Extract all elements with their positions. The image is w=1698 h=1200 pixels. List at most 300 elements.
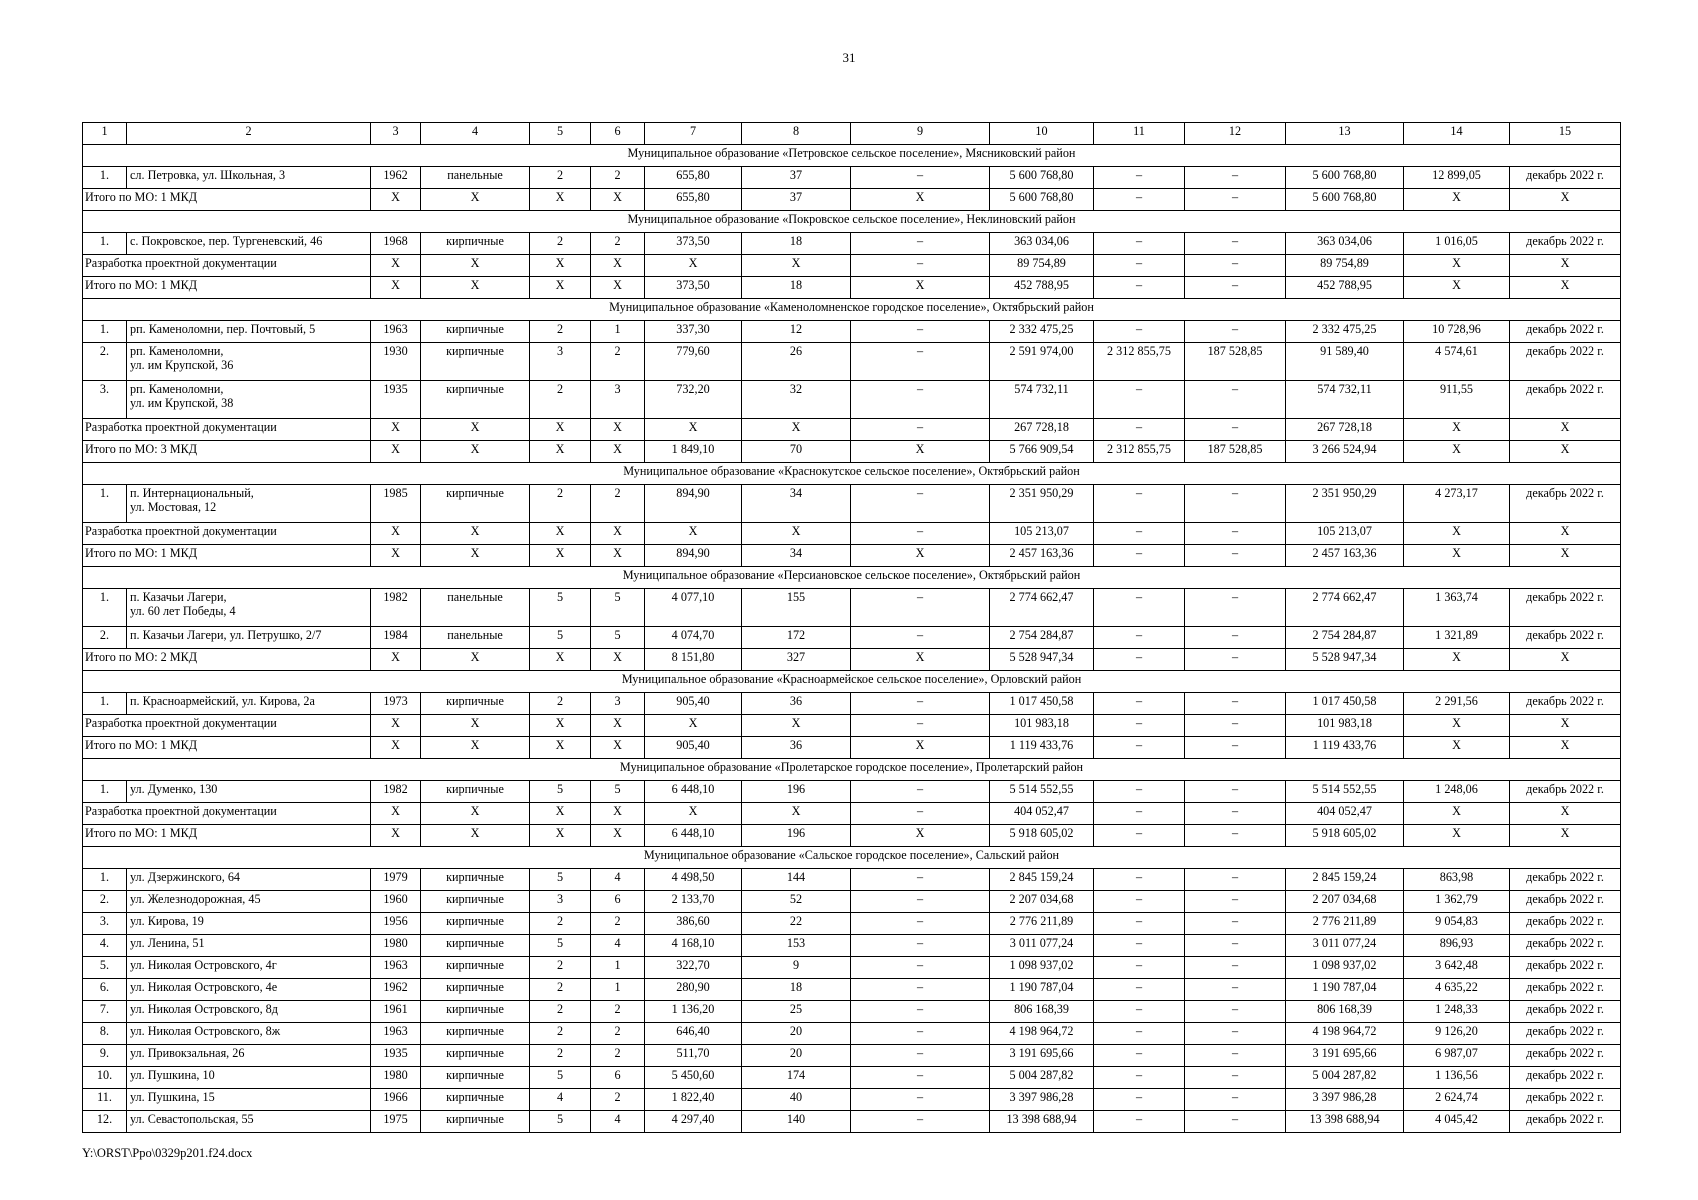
table-cell: – [1185, 649, 1286, 671]
table-cell: X [421, 803, 530, 825]
table-cell: 1962 [371, 979, 421, 1001]
table-cell: – [1185, 523, 1286, 545]
table-cell: X [645, 419, 742, 441]
table-cell: X [1404, 441, 1510, 463]
table-cell: кирпичные [421, 781, 530, 803]
table-cell: X [421, 715, 530, 737]
table-cell: – [1185, 781, 1286, 803]
table-cell: – [851, 589, 990, 627]
table-cell: X [1404, 255, 1510, 277]
table-cell: X [645, 523, 742, 545]
header-cell: 15 [1510, 123, 1621, 145]
table-cell: – [1185, 381, 1286, 419]
table-cell: X [1404, 545, 1510, 567]
table-cell: – [1185, 419, 1286, 441]
section-title: Муниципальное образование «Петровское сельское поселение», Мясниковский район [83, 145, 1621, 167]
table-cell: – [851, 485, 990, 523]
table-cell: – [1094, 737, 1185, 759]
table-cell: – [1094, 277, 1185, 299]
section-title: Муниципальное образование «Краснокутское сельское поселение», Октябрьский район [83, 463, 1621, 485]
header-cell: 11 [1094, 123, 1185, 145]
table-cell: – [851, 255, 990, 277]
table-cell: – [1094, 1045, 1185, 1067]
table-cell: кирпичные [421, 1089, 530, 1111]
table-cell: 2 133,70 [645, 891, 742, 913]
table-cell: декабрь 2022 г. [1510, 935, 1621, 957]
table-cell: 3 642,48 [1404, 957, 1510, 979]
table-cell: 574 732,11 [990, 381, 1094, 419]
address-cell: рп. Каменоломни, ул. им Крупской, 38 [127, 381, 371, 419]
table-cell: 1930 [371, 343, 421, 381]
table-cell: 2 [591, 1089, 645, 1111]
table-cell: 363 034,06 [1286, 233, 1404, 255]
table-cell: 4 198 964,72 [990, 1023, 1094, 1045]
table-cell: 2 312 855,75 [1094, 343, 1185, 381]
table-cell: 4 297,40 [645, 1111, 742, 1133]
table-cell: 1963 [371, 321, 421, 343]
table-cell: X [421, 277, 530, 299]
table-cell: 37 [742, 167, 851, 189]
table-cell: 2 [530, 485, 591, 523]
header-cell: 12 [1185, 123, 1286, 145]
table-cell: 5 [530, 869, 591, 891]
table-cell: X [530, 441, 591, 463]
table-cell: 2 291,56 [1404, 693, 1510, 715]
table-cell: 2 457 163,36 [1286, 545, 1404, 567]
table-cell: 646,40 [645, 1023, 742, 1045]
table-cell: – [1094, 693, 1185, 715]
table-cell: декабрь 2022 г. [1510, 693, 1621, 715]
table-cell: 1 119 433,76 [1286, 737, 1404, 759]
table-cell: X [530, 649, 591, 671]
table-row [83, 957, 1621, 979]
table-cell: декабрь 2022 г. [1510, 589, 1621, 627]
table-cell: 267 728,18 [1286, 419, 1404, 441]
table-cell: 1975 [371, 1111, 421, 1133]
table-cell: – [1094, 1111, 1185, 1133]
table-cell: 4 [591, 935, 645, 957]
table-cell: – [1094, 781, 1185, 803]
table-cell: X [645, 255, 742, 277]
table-cell: – [851, 715, 990, 737]
table-cell: – [851, 1067, 990, 1089]
table-cell: X [421, 649, 530, 671]
address-cell: п. Интернациональный, ул. Мостовая, 12 [127, 485, 371, 523]
table-cell: 2 [591, 1001, 645, 1023]
section-title-row [83, 759, 1621, 781]
table-cell: 863,98 [1404, 869, 1510, 891]
table-row [83, 693, 1621, 715]
address-cell: ул. Кирова, 19 [127, 913, 371, 935]
table-cell: 101 983,18 [990, 715, 1094, 737]
table-row [83, 167, 1621, 189]
table-cell: 25 [742, 1001, 851, 1023]
table-cell: X [421, 419, 530, 441]
table-cell: 5 004 287,82 [1286, 1067, 1404, 1089]
table-cell: 4 [530, 1089, 591, 1111]
table-cell: 153 [742, 935, 851, 957]
table-cell: 779,60 [645, 343, 742, 381]
table-cell: кирпичные [421, 233, 530, 255]
table-cell: 806 168,39 [990, 1001, 1094, 1023]
table-cell: – [1185, 693, 1286, 715]
table-cell: – [1185, 869, 1286, 891]
table-cell: 22 [742, 913, 851, 935]
table-cell: 6 987,07 [1404, 1045, 1510, 1067]
table-cell: кирпичные [421, 957, 530, 979]
table-cell: 89 754,89 [990, 255, 1094, 277]
section-title-row [83, 463, 1621, 485]
table-cell: 2 332 475,25 [990, 321, 1094, 343]
table-cell: 373,50 [645, 233, 742, 255]
table-row [83, 343, 1621, 381]
table-cell: – [1185, 737, 1286, 759]
table-cell: – [851, 979, 990, 1001]
table-cell: X [421, 523, 530, 545]
table-cell: 267 728,18 [990, 419, 1094, 441]
table-cell: 2 845 159,24 [1286, 869, 1404, 891]
table-cell: декабрь 2022 г. [1510, 1001, 1621, 1023]
table-cell: 1961 [371, 1001, 421, 1023]
table-cell: 1968 [371, 233, 421, 255]
table-cell: 386,60 [645, 913, 742, 935]
table-cell: декабрь 2022 г. [1510, 957, 1621, 979]
header-cell: 10 [990, 123, 1094, 145]
table-cell: 37 [742, 189, 851, 211]
table-cell: – [1185, 233, 1286, 255]
table-cell: 18 [742, 979, 851, 1001]
section-title: Муниципальное образование «Покровское сельское поселение», Неклиновский район [83, 211, 1621, 233]
table-cell: X [591, 737, 645, 759]
table-cell: X [591, 715, 645, 737]
table-cell: декабрь 2022 г. [1510, 485, 1621, 523]
table-cell: X [1404, 523, 1510, 545]
table-row [83, 1067, 1621, 1089]
table-cell: 4 635,22 [1404, 979, 1510, 1001]
table-row [83, 381, 1621, 419]
row-index: 6. [83, 979, 127, 1001]
address-cell: ул. Пушкина, 15 [127, 1089, 371, 1111]
table-cell: 327 [742, 649, 851, 671]
row-index: 5. [83, 957, 127, 979]
table-cell: – [851, 1001, 990, 1023]
table-cell: X [1510, 441, 1621, 463]
row-index: 7. [83, 1001, 127, 1023]
table-cell: X [1510, 649, 1621, 671]
table-cell: – [1094, 957, 1185, 979]
header-cell: 8 [742, 123, 851, 145]
table-cell: 1 363,74 [1404, 589, 1510, 627]
table-cell: 36 [742, 737, 851, 759]
section-title: Муниципальное образование «Каменоломненское городское поселение», Октябрьский район [83, 299, 1621, 321]
table-cell: 1 [591, 979, 645, 1001]
table-cell: 2 774 662,47 [990, 589, 1094, 627]
table-cell: X [591, 545, 645, 567]
table-cell: X [591, 649, 645, 671]
table-cell: 1935 [371, 381, 421, 419]
table-cell: – [1185, 957, 1286, 979]
table-cell: 4 074,70 [645, 627, 742, 649]
table-cell: – [1185, 935, 1286, 957]
summary-row [83, 419, 1621, 441]
table-cell: 2 776 211,89 [990, 913, 1094, 935]
table-cell: 9 054,83 [1404, 913, 1510, 935]
table-cell: 2 [530, 233, 591, 255]
header-cell: 3 [371, 123, 421, 145]
row-index: 2. [83, 343, 127, 381]
address-cell: рп. Каменоломни, ул. им Крупской, 36 [127, 343, 371, 381]
section-title: Муниципальное образование «Пролетарское городское поселение», Пролетарский район [83, 759, 1621, 781]
table-cell: 12 899,05 [1404, 167, 1510, 189]
section-title: Муниципальное образование «Красноармейское сельское поселение», Орловский район [83, 671, 1621, 693]
summary-label: Разработка проектной документации [83, 715, 371, 737]
row-index: 1. [83, 693, 127, 715]
header-cell: 2 [127, 123, 371, 145]
table-cell: 105 213,07 [990, 523, 1094, 545]
table-cell: 2 754 284,87 [990, 627, 1094, 649]
table-cell: 5 528 947,34 [990, 649, 1094, 671]
table-cell: – [1185, 277, 1286, 299]
table-cell: 3 266 524,94 [1286, 441, 1404, 463]
row-index: 12. [83, 1111, 127, 1133]
header-cell: 13 [1286, 123, 1404, 145]
table-cell: – [851, 381, 990, 419]
table-cell: 5 [530, 1111, 591, 1133]
table-cell: – [1185, 189, 1286, 211]
table-cell: 4 273,17 [1404, 485, 1510, 523]
table-cell: X [371, 277, 421, 299]
table-cell: 18 [742, 233, 851, 255]
table-cell: X [742, 803, 851, 825]
table-row [83, 485, 1621, 523]
table-row [83, 1045, 1621, 1067]
table-cell: 5 514 552,55 [1286, 781, 1404, 803]
summary-label: Итого по МО: 2 МКД [83, 649, 371, 671]
table-row [83, 891, 1621, 913]
table-row [83, 913, 1621, 935]
table-cell: 894,90 [645, 545, 742, 567]
summary-row [83, 441, 1621, 463]
header-cell: 7 [645, 123, 742, 145]
table-cell: 1 822,40 [645, 1089, 742, 1111]
address-cell: с. Покровское, пер. Тургеневский, 46 [127, 233, 371, 255]
table-cell: – [1094, 869, 1185, 891]
page-number: 31 [842, 50, 856, 65]
table-cell: X [1510, 825, 1621, 847]
table-cell: – [1094, 803, 1185, 825]
table-cell: – [1185, 803, 1286, 825]
table-cell: X [645, 715, 742, 737]
table-cell: X [591, 825, 645, 847]
table-cell: 4 198 964,72 [1286, 1023, 1404, 1045]
table-cell: – [1185, 891, 1286, 913]
section-title: Муниципальное образование «Сальское городское поселение», Сальский район [83, 847, 1621, 869]
table-cell: кирпичные [421, 1023, 530, 1045]
table-cell: 6 [591, 891, 645, 913]
table-cell: 2 [530, 693, 591, 715]
table-cell: X [1510, 803, 1621, 825]
table-cell: 322,70 [645, 957, 742, 979]
table-row [83, 627, 1621, 649]
table-cell: кирпичные [421, 693, 530, 715]
table-cell: – [851, 321, 990, 343]
table-cell: 3 011 077,24 [1286, 935, 1404, 957]
section-title-row [83, 671, 1621, 693]
address-cell: п. Красноармейский, ул. Кирова, 2а [127, 693, 371, 715]
table-cell: X [530, 255, 591, 277]
table-cell: кирпичные [421, 1111, 530, 1133]
table-cell: декабрь 2022 г. [1510, 869, 1621, 891]
address-cell: п. Казачьи Лагери, ул. Петрушко, 2/7 [127, 627, 371, 649]
table-cell: 2 [530, 1001, 591, 1023]
table-cell: – [1185, 255, 1286, 277]
table-cell: декабрь 2022 г. [1510, 167, 1621, 189]
section-title-row [83, 299, 1621, 321]
table-cell: – [1094, 381, 1185, 419]
table-cell: кирпичные [421, 1001, 530, 1023]
table-cell: 70 [742, 441, 851, 463]
table-cell: 101 983,18 [1286, 715, 1404, 737]
section-title-row [83, 211, 1621, 233]
table-cell: 2 845 159,24 [990, 869, 1094, 891]
table-cell: 280,90 [645, 979, 742, 1001]
table-cell: X [851, 441, 990, 463]
table-cell: – [851, 1089, 990, 1111]
table-cell: 2 [591, 343, 645, 381]
address-cell: ул. Николая Островского, 8ж [127, 1023, 371, 1045]
table-cell: 3 397 986,28 [990, 1089, 1094, 1111]
table-row [83, 935, 1621, 957]
table-cell: X [371, 737, 421, 759]
table-cell: – [1185, 485, 1286, 523]
table-cell: 5 600 768,80 [1286, 167, 1404, 189]
table-cell: X [1510, 419, 1621, 441]
table-cell: 2 [530, 913, 591, 935]
table-cell: 1962 [371, 167, 421, 189]
table-cell: – [1185, 1023, 1286, 1045]
table-cell: 91 589,40 [1286, 343, 1404, 381]
table-cell: декабрь 2022 г. [1510, 321, 1621, 343]
table-cell: 1982 [371, 781, 421, 803]
table-cell: X [591, 189, 645, 211]
table-cell: 404 052,47 [1286, 803, 1404, 825]
table-cell: 1963 [371, 1023, 421, 1045]
row-index: 3. [83, 913, 127, 935]
table-cell: X [421, 441, 530, 463]
table-cell: 732,20 [645, 381, 742, 419]
table-cell: 3 191 695,66 [990, 1045, 1094, 1067]
table-cell: X [851, 277, 990, 299]
table-cell: 89 754,89 [1286, 255, 1404, 277]
table-cell: 4 [591, 1111, 645, 1133]
table-cell: 1 [591, 321, 645, 343]
table-cell: X [371, 523, 421, 545]
table-cell: 1980 [371, 935, 421, 957]
table-cell: 2 [530, 321, 591, 343]
table-cell: 9 [742, 957, 851, 979]
table-cell: 511,70 [645, 1045, 742, 1067]
table-cell: 1985 [371, 485, 421, 523]
header-cell: 5 [530, 123, 591, 145]
table-cell: – [1185, 589, 1286, 627]
table-cell: 5 004 287,82 [990, 1067, 1094, 1089]
table-cell: 2 774 662,47 [1286, 589, 1404, 627]
table-cell: X [1510, 545, 1621, 567]
table-cell: 1 190 787,04 [1286, 979, 1404, 1001]
table-cell: 1 [591, 957, 645, 979]
section-title-row [83, 567, 1621, 589]
table-cell: X [851, 825, 990, 847]
table-cell: 9 126,20 [1404, 1023, 1510, 1045]
table-cell: 1 017 450,58 [990, 693, 1094, 715]
table-cell: – [851, 1111, 990, 1133]
footer-file-path: Y:\ORST\Ppo\0329p201.f24.docx [82, 1146, 253, 1160]
table-cell: 5 766 909,54 [990, 441, 1094, 463]
table-cell: 2 [591, 485, 645, 523]
table-cell: панельные [421, 167, 530, 189]
table-cell: 373,50 [645, 277, 742, 299]
table-cell: 2 [591, 913, 645, 935]
table-cell: 1 098 937,02 [990, 957, 1094, 979]
table-cell: декабрь 2022 г. [1510, 1089, 1621, 1111]
table-cell: 5 514 552,55 [990, 781, 1094, 803]
table-cell: 174 [742, 1067, 851, 1089]
table-cell: X [371, 715, 421, 737]
table-cell: – [851, 627, 990, 649]
table-cell: кирпичные [421, 381, 530, 419]
table-cell: 1960 [371, 891, 421, 913]
table-cell: X [1404, 189, 1510, 211]
table-cell: 5 [530, 1067, 591, 1089]
table-cell: декабрь 2022 г. [1510, 781, 1621, 803]
table-cell: – [1094, 1001, 1185, 1023]
address-cell: ул. Николая Островского, 4г [127, 957, 371, 979]
summary-label: Разработка проектной документации [83, 255, 371, 277]
table-cell: 905,40 [645, 693, 742, 715]
table-cell: 2 [591, 167, 645, 189]
table-cell: кирпичные [421, 485, 530, 523]
header-cell: 14 [1404, 123, 1510, 145]
header-cell: 6 [591, 123, 645, 145]
table-cell: декабрь 2022 г. [1510, 979, 1621, 1001]
table-cell: декабрь 2022 г. [1510, 1111, 1621, 1133]
table-cell: – [1185, 979, 1286, 1001]
table-cell: – [1094, 523, 1185, 545]
row-index: 10. [83, 1067, 127, 1089]
table-cell: 5 [530, 781, 591, 803]
table-cell: – [851, 935, 990, 957]
table-cell: X [742, 523, 851, 545]
table-cell: 36 [742, 693, 851, 715]
table-cell: – [1094, 1067, 1185, 1089]
table-cell: 2 [530, 957, 591, 979]
address-cell: ул. Думенко, 130 [127, 781, 371, 803]
table-cell: 172 [742, 627, 851, 649]
summary-label: Итого по МО: 1 МКД [83, 825, 371, 847]
table-cell: панельные [421, 589, 530, 627]
table-cell: – [1185, 321, 1286, 343]
table-cell: 1 136,56 [1404, 1067, 1510, 1089]
table-cell: 363 034,06 [990, 233, 1094, 255]
table-cell: X [421, 255, 530, 277]
table-cell: 52 [742, 891, 851, 913]
table-cell: X [530, 189, 591, 211]
table-cell: – [1094, 1089, 1185, 1111]
table-cell: 40 [742, 1089, 851, 1111]
table-cell: 452 788,95 [990, 277, 1094, 299]
address-cell: ул. Николая Островского, 4е [127, 979, 371, 1001]
table-cell: – [1094, 979, 1185, 1001]
